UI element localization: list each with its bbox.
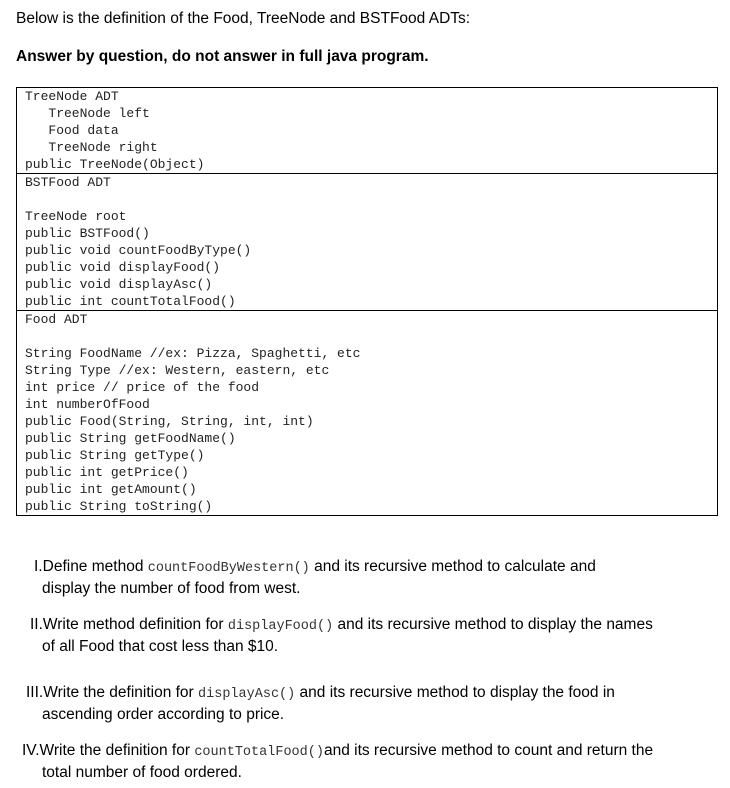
question-text: and its recursive method to calculate and [309, 558, 596, 575]
code-line: Food ADT [25, 312, 88, 327]
question-text: Write the definition for [43, 684, 199, 701]
question-number: III. [26, 684, 44, 701]
intro-text: Below is the definition of the Food, TreeNode and BSTFood ADTs: [16, 10, 471, 27]
code-line: public void countFoodByType() [25, 243, 252, 258]
question-number: IV. [22, 742, 40, 759]
code-line: String FoodName //ex: Pizza, Spaghetti, etc [25, 346, 361, 361]
bstfood-adt-cell [17, 173, 717, 310]
code-line: public String getType() [25, 448, 205, 463]
food-adt-cell [17, 310, 717, 515]
code-line: public BSTFood() [25, 226, 150, 241]
question-continuation: of all Food that cost less than $10. [42, 638, 279, 655]
question-number: II. [30, 616, 43, 633]
method-name: displayFood() [227, 619, 334, 634]
code-line: Food data [25, 123, 119, 138]
code-line: BSTFood ADT [25, 175, 111, 190]
question-number: I. [34, 558, 43, 575]
question-2 [30, 615, 730, 657]
question-4 [22, 741, 722, 783]
code-line: public TreeNode(Object) [25, 157, 205, 172]
code-line: int price // price of the food [25, 380, 260, 395]
question-continuation: total number of food ordered. [42, 764, 242, 781]
question-1 [34, 557, 730, 599]
question-text: and its recursive method to count and return the [323, 742, 654, 759]
method-name: displayAsc() [198, 687, 296, 702]
treenode-adt-cell [17, 88, 717, 173]
code-line [25, 191, 717, 208]
question-text: and its recursive method to display the food in [295, 684, 615, 701]
code-line: public Food(String, String, int, int) [25, 414, 314, 429]
code-line: public int getAmount() [25, 482, 197, 497]
code-line: public String toString() [25, 499, 213, 514]
code-line: TreeNode root [25, 209, 127, 224]
code-line: TreeNode right [25, 140, 158, 155]
method-name: countFoodByWestern() [147, 561, 310, 576]
code-line: TreeNode left [25, 106, 150, 121]
code-line: int numberOfFood [25, 397, 150, 412]
code-line: public void displayFood() [25, 260, 221, 275]
question-text: Write method definition for [42, 616, 228, 633]
question-text: Define method [42, 558, 148, 575]
question-text: Write the definition for [39, 742, 195, 759]
code-line: public void displayAsc() [25, 277, 213, 292]
question-continuation: ascending order according to price. [42, 706, 285, 723]
code-line: public String getFoodName() [25, 431, 236, 446]
adt-definitions-table [16, 87, 718, 516]
method-name: countTotalFood() [194, 745, 324, 760]
question-continuation: display the number of food from west. [42, 580, 301, 597]
code-line: public int getPrice() [25, 465, 189, 480]
question-text: and its recursive method to display the names [333, 616, 653, 633]
code-line: String Type //ex: Western, eastern, etc [25, 363, 330, 378]
code-line: public int countTotalFood() [25, 294, 236, 309]
question-3 [26, 683, 726, 725]
instruction-text: Answer by question, do not answer in full java program. [16, 48, 429, 65]
code-line [25, 328, 717, 345]
code-line: TreeNode ADT [25, 89, 119, 104]
